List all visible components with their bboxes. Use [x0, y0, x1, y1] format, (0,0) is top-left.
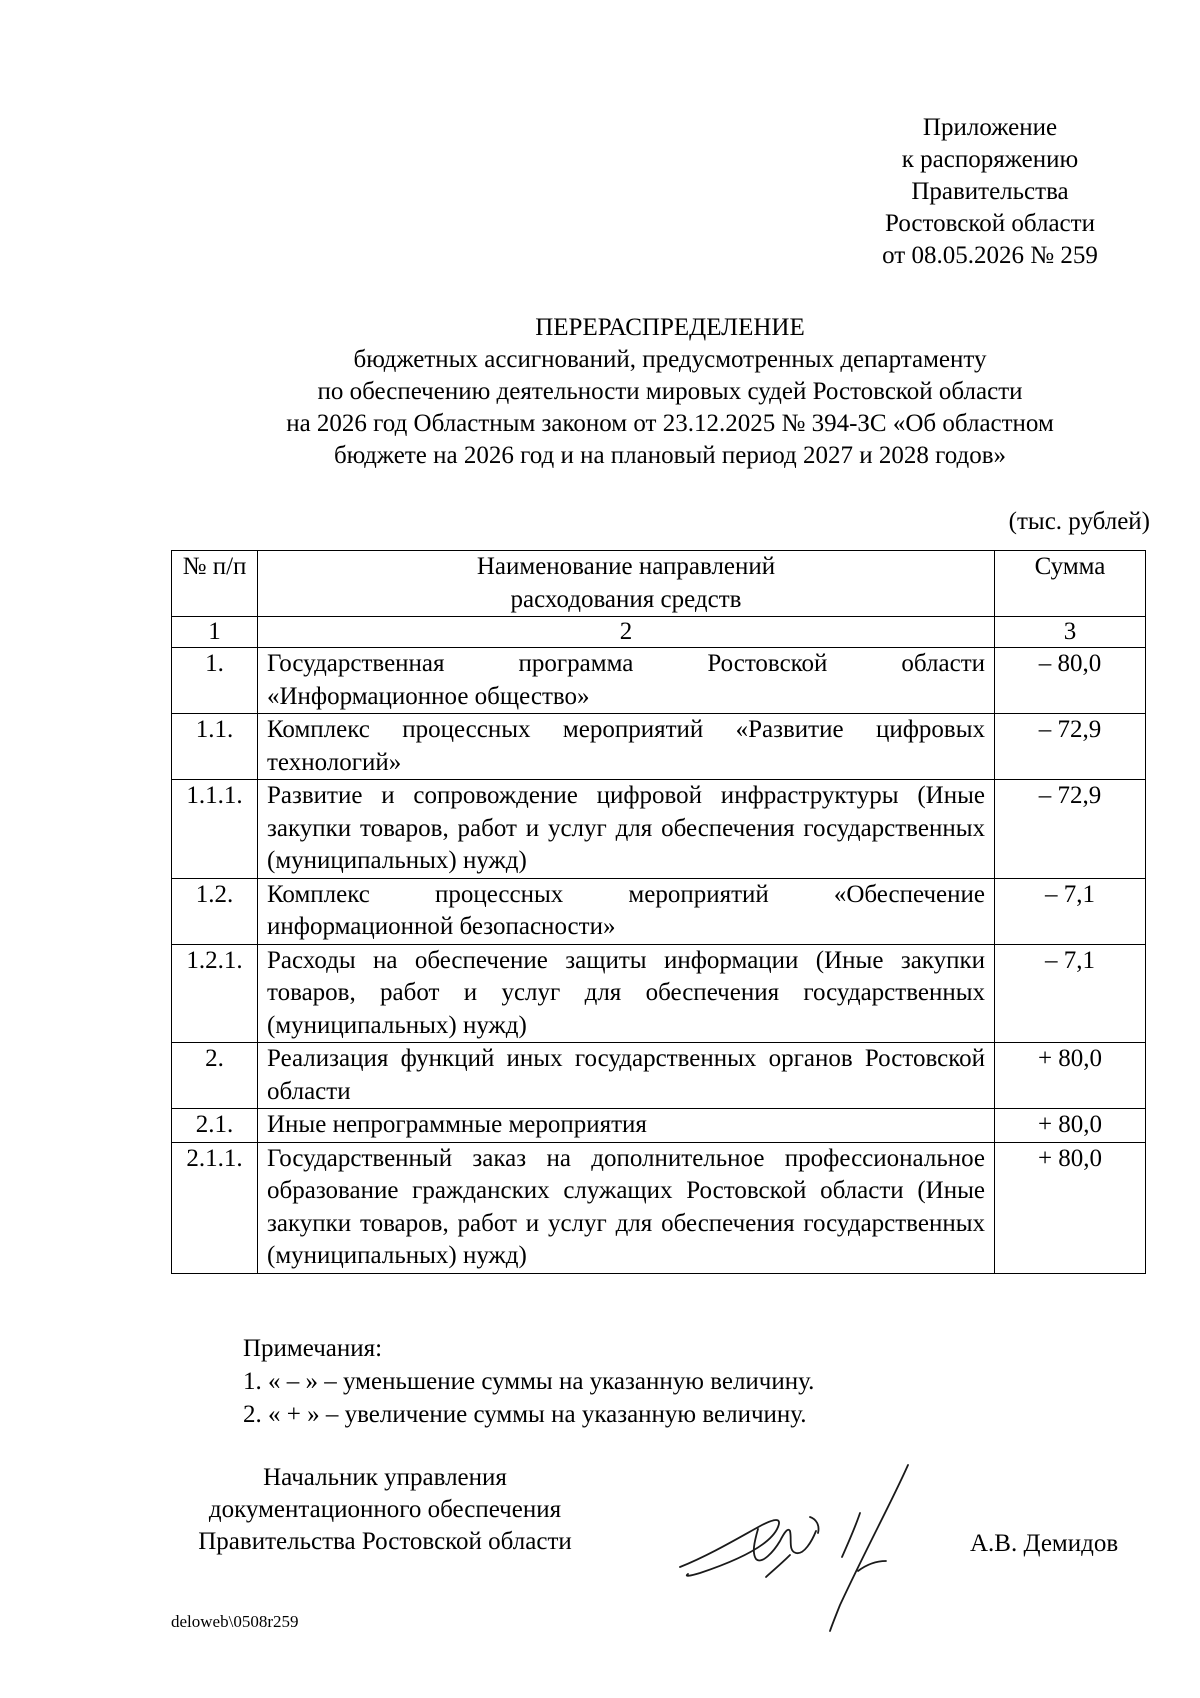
table-row	[172, 1109, 1146, 1143]
table-row	[172, 1043, 1146, 1109]
signer-position-line: Правительства Ростовской области	[198, 1528, 572, 1555]
row-name: Комплекс процессных мероприятий «Развитие цифровых технологий»	[258, 714, 995, 780]
row-sum: – 7,1	[995, 878, 1146, 944]
appendix-line: от 08.05.2026 № 259	[882, 242, 1098, 269]
row-sum: – 72,9	[995, 780, 1146, 879]
title-line: по обеспечению деятельности мировых судей Ростовской области	[317, 378, 1023, 405]
row-name: Реализация функций иных государственных органов Ростовской области	[258, 1043, 995, 1109]
header-sum: Сумма	[995, 551, 1146, 617]
row-num: 1.	[172, 648, 258, 714]
row-name: Расходы на обеспечение защиты информации (Иные закупки товаров, работ и услуг для обеспечения государственных (муниципальных) нужд)	[258, 944, 995, 1043]
table-row	[172, 648, 1146, 714]
index-cell: 1	[172, 617, 258, 648]
title-line: на 2026 год Областным законом от 23.12.2025 № 394-ЗС «Об областном	[286, 410, 1054, 437]
handwritten-signature	[670, 1455, 960, 1635]
row-sum: + 80,0	[995, 1142, 1146, 1273]
row-name: Иные непрограммные мероприятия	[258, 1109, 995, 1143]
note-item: 2. « + » – увеличение суммы на указанную величину.	[243, 1401, 807, 1428]
table-header-row	[172, 551, 1146, 617]
signer-position	[165, 1462, 605, 1558]
table-row	[172, 714, 1146, 780]
signer-position-line: документационного обеспечения	[208, 1496, 562, 1523]
table-row	[172, 1142, 1146, 1273]
signer-name: А.В. Демидов	[970, 1530, 1119, 1557]
title-line: бюджетных ассигнований, предусмотренных департаменту	[353, 346, 987, 373]
row-name: Государственная программа Ростовской области «Информационное общество»	[258, 648, 995, 714]
row-num: 1.2.1.	[172, 944, 258, 1043]
row-num: 1.1.	[172, 714, 258, 780]
row-sum: + 80,0	[995, 1109, 1146, 1143]
table-row	[172, 944, 1146, 1043]
title-line: бюджете на 2026 год и на плановый период 2027 и 2028 годов»	[333, 442, 1007, 469]
table-row	[172, 780, 1146, 879]
row-sum: – 7,1	[995, 944, 1146, 1043]
title-heading: ПЕРЕРАСПРЕДЕЛЕНИЕ	[535, 314, 805, 341]
row-num: 2.1.	[172, 1109, 258, 1143]
row-name: Государственный заказ на дополнительное профессиональное образование гражданских служащих Ростовской области (Иные закупки товаров, работ и услуг для обеспечения государственных (муниципальных) нужд)	[258, 1142, 995, 1273]
row-num: 1.1.1.	[172, 780, 258, 879]
table-index-row	[172, 617, 1146, 648]
row-sum: – 72,9	[995, 714, 1146, 780]
budget-table	[171, 550, 1146, 1274]
row-sum: + 80,0	[995, 1043, 1146, 1109]
notes-block	[243, 1332, 814, 1431]
header-num: № п/п	[172, 551, 258, 617]
signer-position-line: Начальник управления	[263, 1464, 507, 1491]
header-name: Наименование направлений расходования средств	[258, 551, 995, 617]
row-sum: – 80,0	[995, 648, 1146, 714]
footer-code: deloweb\0508r259	[171, 1612, 299, 1631]
appendix-line: Приложение	[922, 114, 1058, 141]
row-num: 1.2.	[172, 878, 258, 944]
note-item: 1. « – » – уменьшение суммы на указанную величину.	[243, 1368, 815, 1395]
appendix-line: к распоряжению	[901, 146, 1079, 173]
appendix-line: Правительства	[911, 178, 1069, 205]
document-title	[120, 312, 1200, 472]
index-cell: 3	[995, 617, 1146, 648]
row-num: 2.	[172, 1043, 258, 1109]
appendix-line: Ростовской области	[885, 210, 1095, 237]
row-name: Развитие и сопровождение цифровой инфраструктуры (Иные закупки товаров, работ и услуг для обеспечения государственных (муниципальных) нужд)	[258, 780, 995, 879]
notes-title: Примечания:	[243, 1335, 383, 1362]
units-label: (тыс. рублей)	[1008, 508, 1150, 535]
row-name: Комплекс процессных мероприятий «Обеспечение информационной безопасности»	[258, 878, 995, 944]
appendix-block	[800, 112, 1180, 272]
index-cell: 2	[258, 617, 995, 648]
table-row	[172, 878, 1146, 944]
row-num: 2.1.1.	[172, 1142, 258, 1273]
